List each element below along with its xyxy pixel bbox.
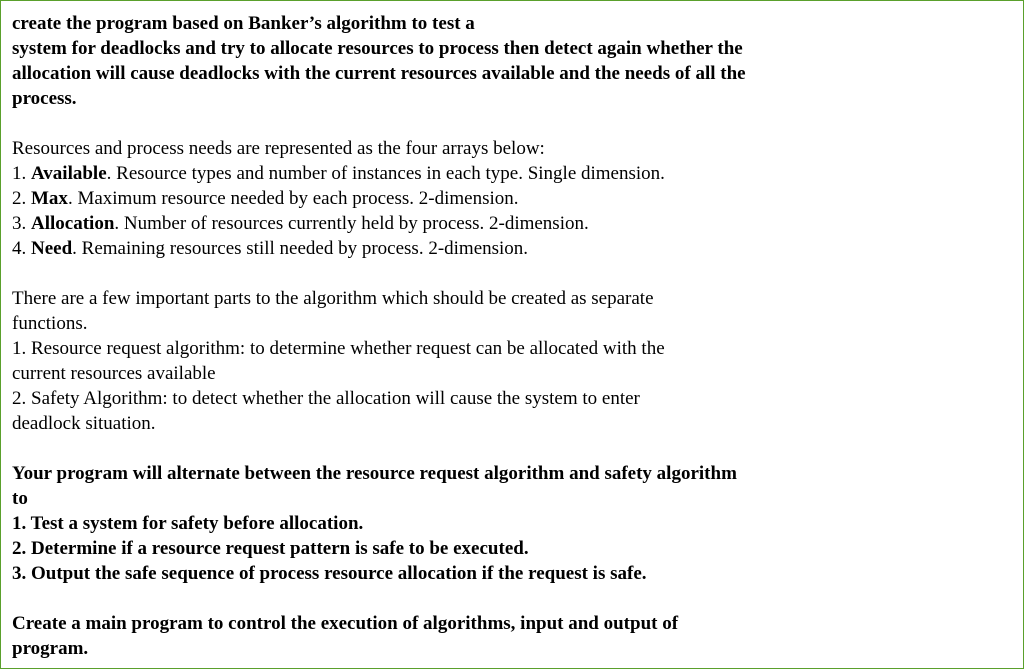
program-line: 1. Test a system for safety before allocation. bbox=[12, 513, 364, 534]
intro-paragraph bbox=[12, 11, 832, 111]
array-item-need bbox=[12, 236, 832, 261]
paragraph-gap bbox=[12, 111, 832, 136]
item-term: Allocation bbox=[31, 213, 115, 234]
paragraph-gap bbox=[12, 436, 832, 461]
item-number: 4. bbox=[12, 238, 31, 259]
program-line: 2. Determine if a resource request pattern is safe to be executed. bbox=[12, 538, 529, 559]
paragraph-gap bbox=[12, 586, 832, 611]
intro-line: allocation will cause deadlocks with the current resources available and the needs of all the bbox=[12, 63, 746, 84]
parts-line: 1. Resource request algorithm: to determine whether request can be allocated with the bbox=[12, 338, 665, 359]
program-line: to bbox=[12, 488, 28, 509]
program-line: 3. Output the safe sequence of process resource allocation if the request is safe. bbox=[12, 563, 647, 584]
main-line: program. bbox=[12, 638, 89, 659]
item-number: 1. bbox=[12, 163, 31, 184]
array-item-allocation bbox=[12, 211, 832, 236]
item-number: 3. bbox=[12, 213, 31, 234]
intro-line: process. bbox=[12, 88, 77, 109]
item-description: . Number of resources currently held by process. 2-dimension. bbox=[114, 213, 589, 234]
arrays-section bbox=[12, 136, 832, 261]
program-section bbox=[12, 461, 832, 586]
array-item-available bbox=[12, 161, 832, 186]
item-term: Available bbox=[31, 163, 107, 184]
parts-line: current resources available bbox=[12, 363, 216, 384]
document-body bbox=[12, 11, 832, 661]
item-term: Need bbox=[31, 238, 73, 259]
item-description: . Remaining resources still needed by process. 2-dimension. bbox=[72, 238, 529, 259]
program-line: Your program will alternate between the resource request algorithm and safety algorithm bbox=[12, 463, 737, 484]
algorithm-parts-section bbox=[12, 286, 832, 436]
main-line: Create a main program to control the execution of algorithms, input and output of bbox=[12, 613, 679, 634]
parts-line: deadlock situation. bbox=[12, 413, 156, 434]
item-description: . Resource types and number of instances in each type. Single dimension. bbox=[106, 163, 665, 184]
paragraph-gap bbox=[12, 261, 832, 286]
item-description: . Maximum resource needed by each process. 2-dimension. bbox=[67, 188, 519, 209]
intro-line: create the program based on Banker’s algorithm to test a bbox=[12, 13, 475, 34]
item-term: Max bbox=[31, 188, 68, 209]
parts-line: There are a few important parts to the algorithm which should be created as separate bbox=[12, 288, 654, 309]
array-item-max bbox=[12, 186, 832, 211]
intro-line: system for deadlocks and try to allocate resources to process then detect again whether the bbox=[12, 38, 743, 59]
parts-line: 2. Safety Algorithm: to detect whether the allocation will cause the system to enter bbox=[12, 388, 640, 409]
parts-line: functions. bbox=[12, 313, 88, 334]
main-program-section bbox=[12, 611, 832, 661]
arrays-heading: Resources and process needs are represented as the four arrays below: bbox=[12, 138, 545, 159]
item-number: 2. bbox=[12, 188, 31, 209]
